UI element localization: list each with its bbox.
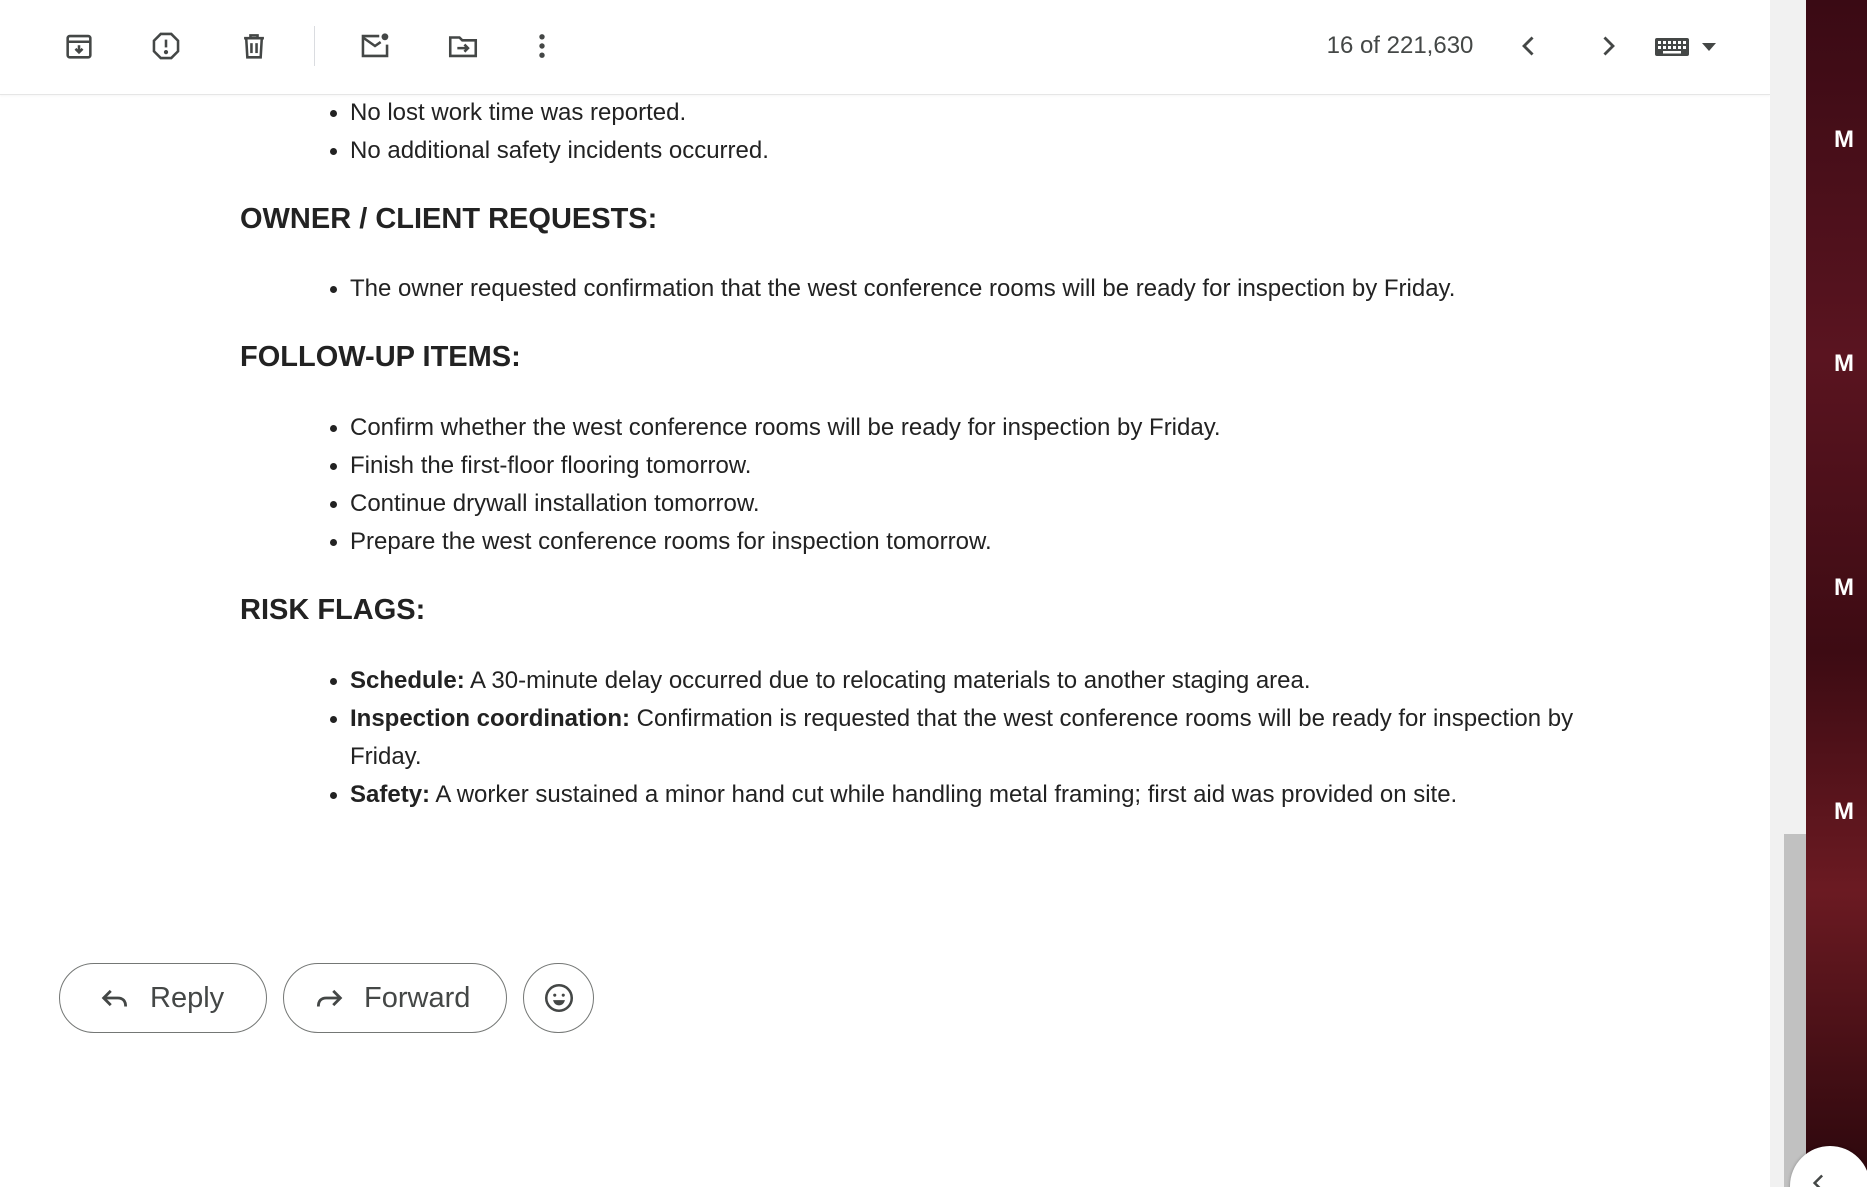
list-item: • No additional safety incidents occurred. bbox=[350, 132, 1770, 170]
list-item bbox=[350, 662, 1600, 700]
list-item: • Confirm whether the west conference rooms will be ready for inspection by Friday. bbox=[350, 409, 1770, 447]
list-item: • No lost work time was reported. bbox=[350, 94, 1770, 132]
chevron-left-icon bbox=[1512, 29, 1546, 63]
archive-button[interactable] bbox=[53, 20, 105, 72]
report-spam-button[interactable] bbox=[140, 20, 192, 72]
newer-message-button[interactable] bbox=[1503, 20, 1555, 72]
list-item bbox=[350, 700, 1600, 776]
keyboard-icon bbox=[1654, 34, 1690, 60]
move-to-icon bbox=[446, 29, 480, 63]
chevron-right-icon bbox=[1591, 29, 1625, 63]
reply-button[interactable] bbox=[59, 963, 267, 1033]
older-message-button[interactable] bbox=[1582, 20, 1634, 72]
message-position-counter: 16 of 221,630 bbox=[1326, 32, 1474, 59]
list-item: • The owner requested confirmation that the west conference rooms will be ready for inspection by Friday. bbox=[350, 270, 1770, 308]
mark-unread-icon bbox=[358, 29, 392, 63]
risk-text: A 30-minute delay occurred due to relocating materials to another staging area. bbox=[464, 667, 1311, 694]
mark-unread-button[interactable] bbox=[349, 20, 401, 72]
report-spam-icon bbox=[149, 29, 183, 63]
list-item: • Continue drywall installation tomorrow. bbox=[350, 485, 1770, 523]
section-heading-risk-flags: RISK FLAGS: bbox=[240, 594, 426, 626]
background-partial-text: M bbox=[1834, 574, 1854, 601]
follow-up-list bbox=[0, 409, 1770, 561]
background-partial-text: M bbox=[1834, 126, 1854, 153]
move-to-button[interactable] bbox=[437, 20, 489, 72]
owner-requests-list bbox=[0, 270, 1770, 308]
message-toolbar bbox=[0, 0, 1770, 95]
background-partial-text: M bbox=[1834, 798, 1854, 825]
background-partial-text: M bbox=[1834, 350, 1854, 377]
section-heading-owner-requests: OWNER / CLIENT REQUESTS: bbox=[240, 203, 658, 235]
risk-label: Inspection coordination: bbox=[350, 705, 630, 732]
reply-label: Reply bbox=[150, 981, 225, 1014]
chevron-left-icon bbox=[1804, 1168, 1834, 1187]
more-options-button[interactable] bbox=[516, 20, 568, 72]
toolbar-divider bbox=[314, 26, 315, 66]
delete-button[interactable] bbox=[228, 20, 280, 72]
risk-label: Safety: bbox=[350, 781, 431, 808]
list-item bbox=[350, 776, 1600, 814]
input-tools-button[interactable] bbox=[1654, 26, 1734, 68]
section-heading-follow-up: FOLLOW-UP ITEMS: bbox=[240, 341, 521, 373]
risk-label: Schedule: bbox=[350, 667, 465, 694]
more-vert-icon bbox=[525, 29, 559, 63]
emoji-icon bbox=[542, 981, 576, 1015]
forward-button[interactable] bbox=[283, 963, 507, 1033]
dropdown-arrow-icon bbox=[1700, 41, 1718, 53]
scrollbar-thumb[interactable] bbox=[1784, 834, 1806, 1187]
archive-icon bbox=[62, 29, 96, 63]
delete-icon bbox=[237, 29, 271, 63]
emoji-reaction-button[interactable] bbox=[523, 963, 594, 1033]
list-item: • Prepare the west conference rooms for inspection tomorrow. bbox=[350, 523, 1770, 561]
reply-icon bbox=[98, 981, 132, 1015]
forward-icon bbox=[312, 981, 346, 1015]
list-item: • Finish the first-floor flooring tomorrow. bbox=[350, 447, 1770, 485]
forward-label: Forward bbox=[364, 981, 471, 1014]
top-bullet-list bbox=[0, 94, 1770, 170]
risk-text: Confirmation is requested that the west conference rooms will be ready for inspection by Friday. bbox=[350, 705, 1574, 770]
risk-flags-list bbox=[0, 662, 1600, 814]
risk-text: A worker sustained a minor hand cut while handling metal framing; first aid was provided on site. bbox=[430, 781, 1458, 808]
email-body bbox=[0, 94, 1770, 814]
